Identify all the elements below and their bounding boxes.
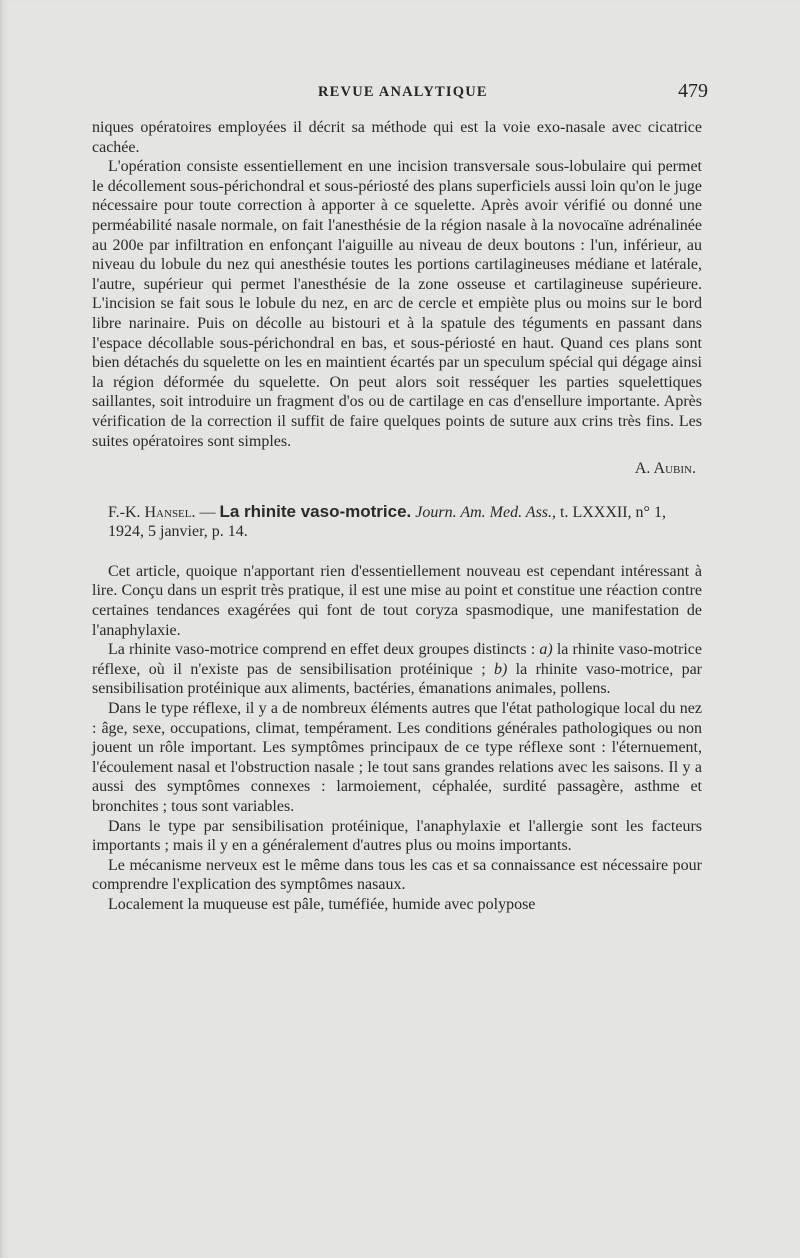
citation-dash: — (199, 503, 216, 521)
article2-paragraph-5: Le mécanisme nerveux est le même dans tous les cas et sa connaissance est nécessaire pour comprendre l'explication des symptômes nasaux. (92, 856, 702, 894)
page-content (92, 118, 702, 915)
article2-paragraph-6: Localement la muqueuse est pâle, tuméfiée, humide avec polypose (108, 895, 536, 913)
article2-paragraph-1: Cet article, quoique n'apportant rien d'essentiellement nouveau est cependant intéressant à lire. Conçu dans un esprit très pratique, il est une mise au point et constitue une réaction contre certaines tendances exagérées qui font de tout coryza spasmodique, une manifestation de l'anaphylaxie. (92, 562, 702, 639)
page-number: 479 (678, 80, 708, 102)
running-title: REVUE ANALYTIQUE (318, 84, 488, 100)
article2-paragraph-3: Dans le type réflexe, il y a de nombreux éléments autres que l'état pathologique local du nez : âge, sexe, occupations, climat, tempérament. Les conditions générales pathologiques ou non jouent un rôle important. Les symptômes principaux de ce type réflexe sont : l'éternuement, l'écoulement nasal et l'obstruction nasale ; le tout sans grandes relations avec les saisons. Il y a aussi des symptômes connexes : larmoiement, céphalée, surdité passagère, asthme et bronchites ; tous sont variables. (92, 700, 702, 815)
list-label-a: a) (539, 641, 553, 659)
article1-signature: A. Aubin. (634, 460, 696, 478)
article2-paragraph-4: Dans le type par sensibilisation protéinique, l'anaphylaxie et l'allergie sont les facteurs importants ; mais il y en a généralement d'autres plus ou moins importants. (92, 817, 702, 855)
citation-journal: Journ. Am. Med. Ass. (415, 503, 553, 521)
citation-author-initials: F.-K. (108, 503, 141, 521)
list-text-b: la rhinite vaso-motrice, par sensibilisation protéinique aux aliments, bactéries, émanations animales, pollens. (92, 660, 703, 698)
citation-title: La rhinite vaso-motrice. (219, 501, 412, 521)
article1-paragraph-1: niques opératoires employées il décrit sa méthode qui est la voie exo-nasale avec cicatrice cachée. (92, 119, 702, 156)
list-label-b: b) (494, 660, 508, 678)
article2-paragraph-2 (92, 640, 702, 699)
page-header (92, 82, 708, 110)
article2-citation (92, 502, 702, 542)
article1-paragraph-2: L'opération consiste essentiellement en une incision transversale sous-lobulaire qui permet le décollement sous-périchondral et sous-périosté des plans superficiels aussi loin qu'on le juge nécessaire pour toute correction à apporter à ce squelette. Après avoir vérifié ou donné une perméabilité nasale normale, on fait l'anesthésie de la région nasale à la novocaïne adrénalinée au 200e par infiltration en enfonçant l'aiguille au niveau de deux boutons : l'un, inférieur, au niveau du lobule du nez qui anesthésie toutes les portions cartilagineuses médiane et latérale, l'autre, supérieur qui permet l'anesthésie de la zone osseuse et cartilagineuse supérieure. L'incision se fait sous le lobule du nez, en arc de cercle et empiète plus ou moins sur le bord libre narinaire. Puis on décolle au bistouri et à la spatule des téguments en passant dans l'espace décollable sous-périchondral en bas, et sous-périosté en haut. Quand ces plans sont bien détachés du squelette on les en maintient écartés par un speculum spécial qui dégage ainsi la région déformée du squelette. On peut alors soit resséquer les parties squelettiques saillantes, soit introduire un fragment d'os ou de cartilage en cas d'ensellure importante. Après vérification de la correction il suffit de faire quelques points de suture aux crins très fins. Les suites opératoires sont simples. (92, 158, 702, 450)
citation-details: , t. LXXXII, n° 1, 1924, 5 janvier, p. 14. (108, 503, 666, 541)
list-text-a: la rhinite vaso-motrice réflexe, où il n'existe pas de sensibilisation protéinique ; (92, 641, 702, 678)
paragraph-2-start: La rhinite vaso-motrice comprend en effet deux groupes distincts : (108, 641, 536, 659)
citation-author-name: Hansel. (144, 503, 196, 521)
